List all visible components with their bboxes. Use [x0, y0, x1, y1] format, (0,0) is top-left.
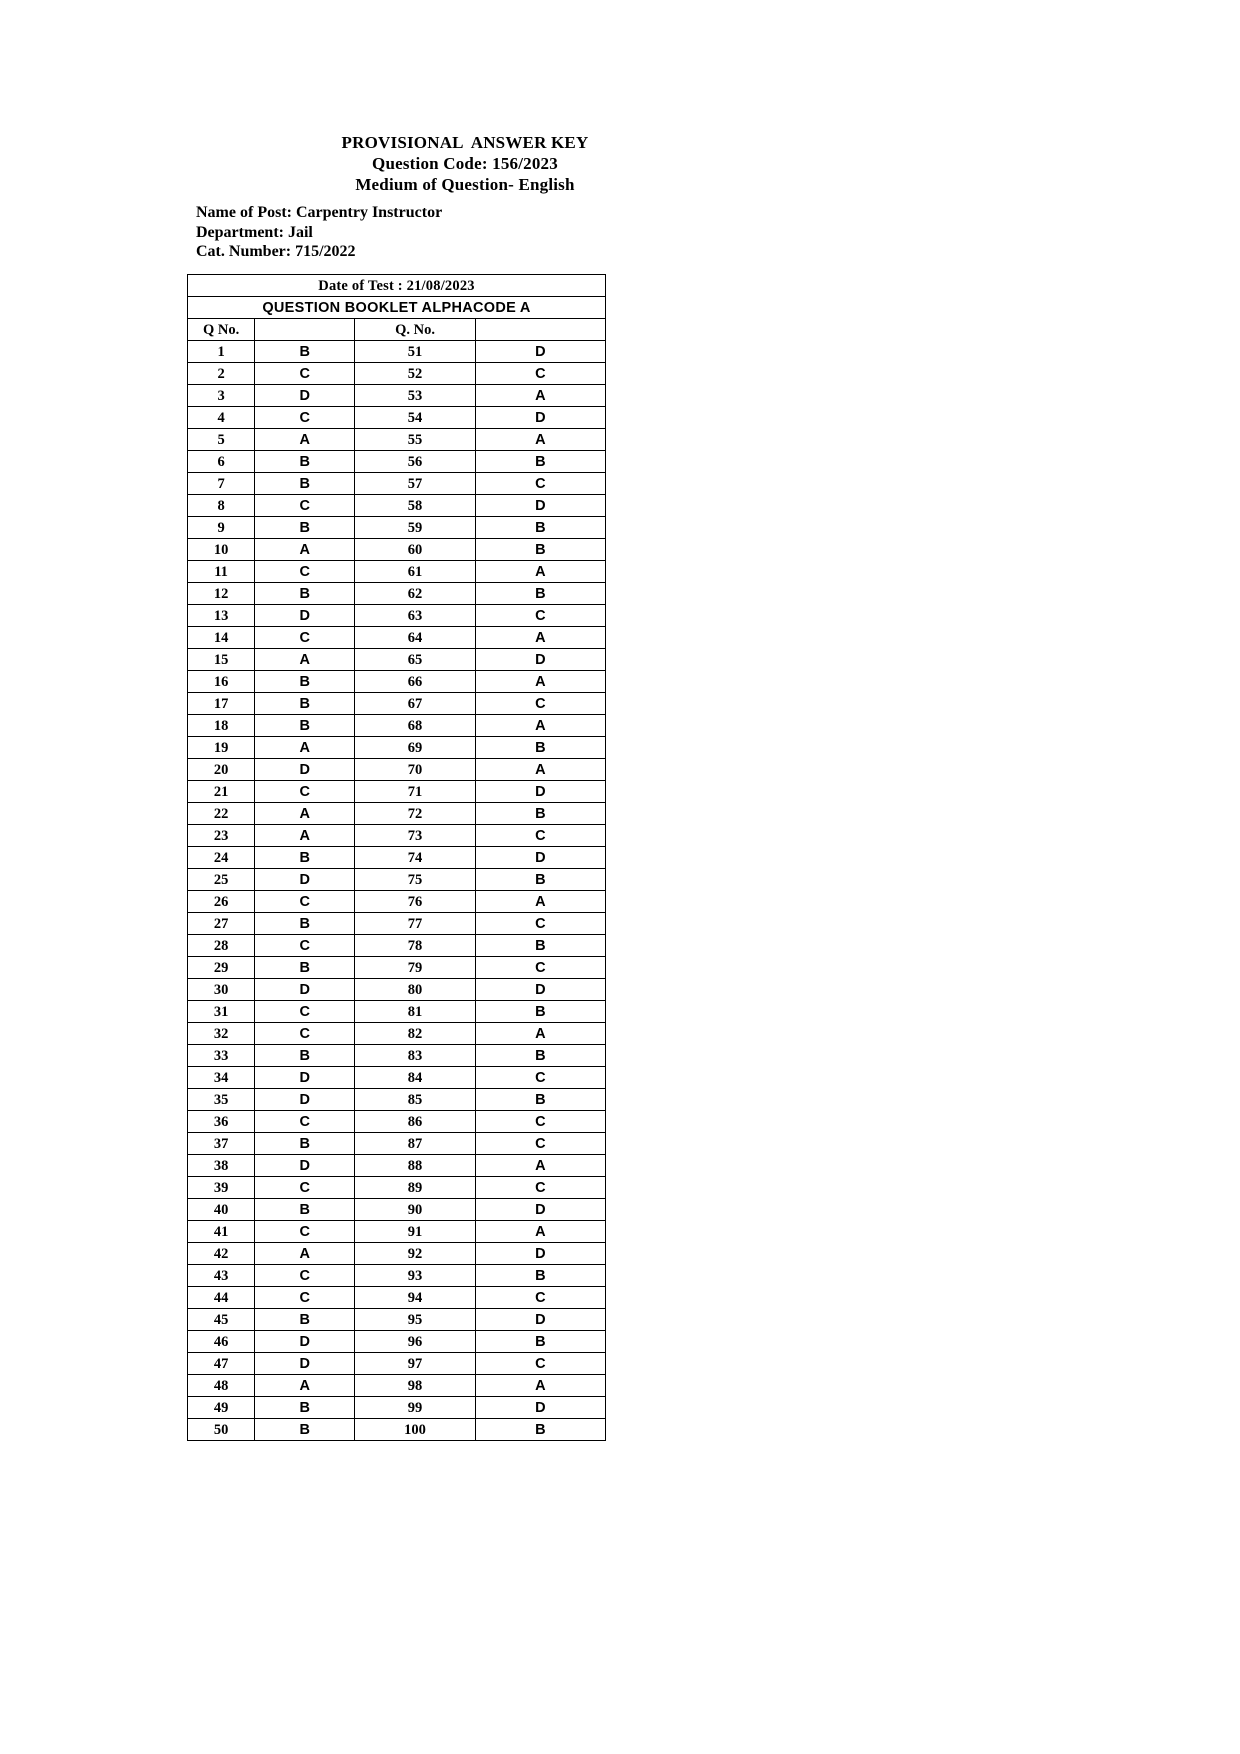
question-number-left: 22 — [188, 803, 255, 825]
question-number-right: 64 — [355, 627, 475, 649]
answer-letter-left: A — [255, 737, 355, 759]
table-row — [188, 1045, 606, 1067]
question-number-right: 74 — [355, 847, 475, 869]
question-number-left: 33 — [188, 1045, 255, 1067]
table-row — [188, 429, 606, 451]
table-row — [188, 1243, 606, 1265]
question-number-right: 98 — [355, 1375, 475, 1397]
answer-letter-right: D — [475, 341, 605, 363]
table-row — [188, 1155, 606, 1177]
question-number-right: 59 — [355, 517, 475, 539]
answer-letter-left: B — [255, 1419, 355, 1441]
answer-letter-right: C — [475, 825, 605, 847]
question-number-right: 55 — [355, 429, 475, 451]
answer-letter-left: C — [255, 1265, 355, 1287]
table-row — [188, 671, 606, 693]
question-number-left: 44 — [188, 1287, 255, 1309]
question-number-right: 63 — [355, 605, 475, 627]
question-number-left: 19 — [188, 737, 255, 759]
question-number-left: 2 — [188, 363, 255, 385]
answer-letter-right: A — [475, 1221, 605, 1243]
question-number-left: 43 — [188, 1265, 255, 1287]
question-number-left: 7 — [188, 473, 255, 495]
question-number-right: 73 — [355, 825, 475, 847]
answer-letter-left: B — [255, 693, 355, 715]
table-row — [188, 495, 606, 517]
table-row — [188, 715, 606, 737]
answer-letter-right: B — [475, 1419, 605, 1441]
question-number-right: 53 — [355, 385, 475, 407]
table-row — [188, 1375, 606, 1397]
question-number-right: 70 — [355, 759, 475, 781]
answer-letter-left: B — [255, 1397, 355, 1419]
question-number-right: 72 — [355, 803, 475, 825]
table-row — [188, 1023, 606, 1045]
answer-letter-right: B — [475, 539, 605, 561]
answer-letter-left: D — [255, 1353, 355, 1375]
table-row — [188, 1199, 606, 1221]
question-number-right: 90 — [355, 1199, 475, 1221]
question-number-right: 52 — [355, 363, 475, 385]
answer-letter-left: D — [255, 1089, 355, 1111]
question-number-left: 49 — [188, 1397, 255, 1419]
answer-letter-right: C — [475, 1067, 605, 1089]
table-row — [188, 1089, 606, 1111]
answer-letter-right: A — [475, 627, 605, 649]
answer-letter-left: C — [255, 363, 355, 385]
question-number-right: 57 — [355, 473, 475, 495]
question-number-left: 34 — [188, 1067, 255, 1089]
answer-letter-left: D — [255, 979, 355, 1001]
table-row — [188, 825, 606, 847]
table-row — [188, 1287, 606, 1309]
answer-letter-left: B — [255, 1045, 355, 1067]
question-number-left: 31 — [188, 1001, 255, 1023]
answer-letter-left: C — [255, 627, 355, 649]
question-number-right: 88 — [355, 1155, 475, 1177]
question-number-right: 86 — [355, 1111, 475, 1133]
answer-letter-right: D — [475, 1397, 605, 1419]
question-number-right: 79 — [355, 957, 475, 979]
answer-letter-left: C — [255, 1177, 355, 1199]
question-number-right: 92 — [355, 1243, 475, 1265]
table-row — [188, 803, 606, 825]
table-row — [188, 1001, 606, 1023]
question-number-left: 48 — [188, 1375, 255, 1397]
question-number-right: 68 — [355, 715, 475, 737]
question-number-left: 50 — [188, 1419, 255, 1441]
table-row — [188, 1397, 606, 1419]
table-row — [188, 979, 606, 1001]
question-number-right: 69 — [355, 737, 475, 759]
question-number-left: 5 — [188, 429, 255, 451]
answer-letter-left: D — [255, 605, 355, 627]
answer-letter-right: C — [475, 1111, 605, 1133]
table-row — [188, 1331, 606, 1353]
question-number-right: 93 — [355, 1265, 475, 1287]
table-row — [188, 1111, 606, 1133]
table-row — [188, 407, 606, 429]
table-row — [188, 1133, 606, 1155]
answer-letter-right: B — [475, 1045, 605, 1067]
answer-letter-right: A — [475, 891, 605, 913]
answer-letter-right: B — [475, 1265, 605, 1287]
answer-letter-right: C — [475, 473, 605, 495]
answer-letter-left: C — [255, 1111, 355, 1133]
answer-letter-right: A — [475, 429, 605, 451]
answer-letter-left: D — [255, 1067, 355, 1089]
answer-letter-right: B — [475, 869, 605, 891]
name-of-post-line: Name of Post: Carpentry Instructor — [196, 204, 443, 221]
answer-letter-left: B — [255, 583, 355, 605]
question-number-right: 71 — [355, 781, 475, 803]
question-number-right: 81 — [355, 1001, 475, 1023]
answer-letter-left: D — [255, 1155, 355, 1177]
answer-letter-right: C — [475, 693, 605, 715]
question-number-right: 99 — [355, 1397, 475, 1419]
answer-letter-left: B — [255, 957, 355, 979]
question-number-left: 37 — [188, 1133, 255, 1155]
table-row — [188, 1309, 606, 1331]
table-row — [188, 935, 606, 957]
answer-letter-right: A — [475, 561, 605, 583]
table-row-date — [188, 275, 606, 297]
table-row — [188, 363, 606, 385]
answer-letter-right: D — [475, 1243, 605, 1265]
question-number-left: 30 — [188, 979, 255, 1001]
question-number-right: 51 — [355, 341, 475, 363]
question-number-left: 20 — [188, 759, 255, 781]
date-of-test-cell: Date of Test : 21/08/2023 — [188, 275, 606, 297]
question-number-right: 58 — [355, 495, 475, 517]
answer-letter-right: B — [475, 1089, 605, 1111]
answer-letter-right: A — [475, 715, 605, 737]
question-number-left: 25 — [188, 869, 255, 891]
answer-letter-right: D — [475, 1199, 605, 1221]
table-row — [188, 627, 606, 649]
question-number-left: 13 — [188, 605, 255, 627]
table-row — [188, 1419, 606, 1441]
question-number-left: 21 — [188, 781, 255, 803]
table-row — [188, 1221, 606, 1243]
answer-letter-left: B — [255, 913, 355, 935]
table-row — [188, 1265, 606, 1287]
answer-letter-right: C — [475, 913, 605, 935]
question-number-right: 89 — [355, 1177, 475, 1199]
answer-letter-right: A — [475, 385, 605, 407]
question-number-left: 23 — [188, 825, 255, 847]
question-number-right: 67 — [355, 693, 475, 715]
question-number-right: 65 — [355, 649, 475, 671]
question-number-right: 96 — [355, 1331, 475, 1353]
answer-letter-right: A — [475, 1155, 605, 1177]
question-number-left: 29 — [188, 957, 255, 979]
answer-letter-left: C — [255, 561, 355, 583]
table-row — [188, 737, 606, 759]
answer-letter-left: A — [255, 1375, 355, 1397]
answer-letter-left: C — [255, 935, 355, 957]
question-number-left: 11 — [188, 561, 255, 583]
answer-letter-right: B — [475, 1331, 605, 1353]
answer-letter-right: D — [475, 649, 605, 671]
table-row — [188, 385, 606, 407]
question-number-left: 40 — [188, 1199, 255, 1221]
question-number-left: 38 — [188, 1155, 255, 1177]
question-number-left: 46 — [188, 1331, 255, 1353]
table-row-alphacode — [188, 297, 606, 319]
table-row — [188, 473, 606, 495]
table-row — [188, 1177, 606, 1199]
table-row — [188, 539, 606, 561]
answer-letter-left: A — [255, 649, 355, 671]
question-number-left: 9 — [188, 517, 255, 539]
table-row — [188, 957, 606, 979]
answer-letter-right: B — [475, 935, 605, 957]
question-number-right: 80 — [355, 979, 475, 1001]
question-number-right: 54 — [355, 407, 475, 429]
question-number-left: 24 — [188, 847, 255, 869]
answer-letter-left: A — [255, 803, 355, 825]
answer-letter-left: B — [255, 715, 355, 737]
answer-letter-left: C — [255, 407, 355, 429]
column-header-qno-left: Q No. — [188, 319, 255, 341]
table-row — [188, 649, 606, 671]
answer-letter-left: D — [255, 759, 355, 781]
question-number-left: 10 — [188, 539, 255, 561]
document-title-block — [0, 132, 930, 195]
document-meta-block — [196, 203, 442, 262]
answer-letter-right: C — [475, 363, 605, 385]
question-number-left: 47 — [188, 1353, 255, 1375]
answer-letter-right: D — [475, 979, 605, 1001]
alphacode-cell: QUESTION BOOKLET ALPHACODE A — [188, 297, 606, 319]
answer-letter-left: C — [255, 1001, 355, 1023]
question-number-right: 62 — [355, 583, 475, 605]
table-row — [188, 517, 606, 539]
question-number-left: 41 — [188, 1221, 255, 1243]
question-number-left: 3 — [188, 385, 255, 407]
question-number-right: 83 — [355, 1045, 475, 1067]
table-row — [188, 781, 606, 803]
question-number-right: 61 — [355, 561, 475, 583]
answer-letter-left: D — [255, 1331, 355, 1353]
answer-letter-left: C — [255, 1287, 355, 1309]
question-number-left: 14 — [188, 627, 255, 649]
answer-letter-left: A — [255, 825, 355, 847]
answer-letter-right: D — [475, 781, 605, 803]
answer-letter-left: B — [255, 473, 355, 495]
question-number-left: 1 — [188, 341, 255, 363]
question-number-right: 85 — [355, 1089, 475, 1111]
answer-letter-right: B — [475, 1001, 605, 1023]
answer-letter-right: D — [475, 1309, 605, 1331]
column-header-qno-right: Q. No. — [355, 319, 475, 341]
answer-letter-right: C — [475, 1287, 605, 1309]
answer-letter-right: C — [475, 1133, 605, 1155]
medium-of-question-line: Medium of Question- English — [355, 175, 575, 194]
answer-letter-right: A — [475, 1375, 605, 1397]
question-code-line: Question Code: 156/2023 — [372, 154, 558, 173]
answer-letter-right: D — [475, 495, 605, 517]
question-number-left: 32 — [188, 1023, 255, 1045]
answer-letter-left: C — [255, 781, 355, 803]
question-number-right: 60 — [355, 539, 475, 561]
question-number-right: 84 — [355, 1067, 475, 1089]
answer-letter-left: B — [255, 847, 355, 869]
table-row — [188, 869, 606, 891]
answer-letter-left: B — [255, 1133, 355, 1155]
table-row — [188, 451, 606, 473]
question-number-left: 28 — [188, 935, 255, 957]
question-number-right: 78 — [355, 935, 475, 957]
table-row — [188, 891, 606, 913]
answer-letter-left: B — [255, 517, 355, 539]
table-row — [188, 341, 606, 363]
answer-letter-right: C — [475, 957, 605, 979]
answer-letter-right: D — [475, 847, 605, 869]
question-number-left: 4 — [188, 407, 255, 429]
question-number-right: 95 — [355, 1309, 475, 1331]
answer-letter-left: C — [255, 1023, 355, 1045]
question-number-left: 12 — [188, 583, 255, 605]
answer-letter-right: A — [475, 1023, 605, 1045]
question-number-left: 45 — [188, 1309, 255, 1331]
question-number-right: 76 — [355, 891, 475, 913]
answer-letter-right: D — [475, 407, 605, 429]
question-number-left: 18 — [188, 715, 255, 737]
answer-letter-right: B — [475, 803, 605, 825]
question-number-right: 82 — [355, 1023, 475, 1045]
question-number-left: 8 — [188, 495, 255, 517]
question-number-left: 17 — [188, 693, 255, 715]
table-row — [188, 847, 606, 869]
table-row — [188, 561, 606, 583]
question-number-left: 35 — [188, 1089, 255, 1111]
table-row — [188, 1067, 606, 1089]
table-row — [188, 605, 606, 627]
answer-letter-right: C — [475, 1353, 605, 1375]
question-number-right: 94 — [355, 1287, 475, 1309]
answer-letter-right: B — [475, 737, 605, 759]
answer-letter-left: C — [255, 1221, 355, 1243]
answer-letter-left: D — [255, 869, 355, 891]
question-number-right: 66 — [355, 671, 475, 693]
question-number-right: 75 — [355, 869, 475, 891]
question-number-left: 27 — [188, 913, 255, 935]
question-number-right: 87 — [355, 1133, 475, 1155]
question-number-left: 36 — [188, 1111, 255, 1133]
answer-letter-left: D — [255, 385, 355, 407]
answer-letter-left: B — [255, 341, 355, 363]
table-row — [188, 913, 606, 935]
answer-letter-left: B — [255, 1199, 355, 1221]
department-line: Department: Jail — [196, 223, 313, 241]
question-number-right: 97 — [355, 1353, 475, 1375]
answer-key-table — [187, 274, 606, 1441]
answer-letter-left: B — [255, 1309, 355, 1331]
table-row — [188, 1353, 606, 1375]
table-header-row — [188, 319, 606, 341]
question-number-left: 26 — [188, 891, 255, 913]
answer-letter-left: A — [255, 1243, 355, 1265]
answer-key-table-container — [187, 274, 606, 1441]
column-header-answer-left — [255, 319, 355, 341]
question-number-left: 42 — [188, 1243, 255, 1265]
table-row — [188, 759, 606, 781]
question-number-right: 56 — [355, 451, 475, 473]
page-title: PROVISIONAL ANSWER KEY — [341, 133, 589, 152]
question-number-left: 6 — [188, 451, 255, 473]
table-row — [188, 693, 606, 715]
answer-letter-left: C — [255, 495, 355, 517]
question-number-left: 39 — [188, 1177, 255, 1199]
question-number-left: 15 — [188, 649, 255, 671]
table-row — [188, 583, 606, 605]
question-number-left: 16 — [188, 671, 255, 693]
answer-letter-left: A — [255, 539, 355, 561]
answer-letter-right: B — [475, 517, 605, 539]
answer-letter-right: C — [475, 605, 605, 627]
cat-number-line: Cat. Number: 715/2022 — [196, 243, 356, 260]
answer-letter-left: A — [255, 429, 355, 451]
answer-letter-left: B — [255, 671, 355, 693]
answer-letter-left: C — [255, 891, 355, 913]
answer-letter-right: B — [475, 451, 605, 473]
answer-letter-right: C — [475, 1177, 605, 1199]
question-number-right: 100 — [355, 1419, 475, 1441]
question-number-right: 91 — [355, 1221, 475, 1243]
answer-letter-left: B — [255, 451, 355, 473]
question-number-right: 77 — [355, 913, 475, 935]
column-header-answer-right — [475, 319, 605, 341]
answer-letter-right: A — [475, 671, 605, 693]
answer-letter-right: B — [475, 583, 605, 605]
answer-letter-right: A — [475, 759, 605, 781]
